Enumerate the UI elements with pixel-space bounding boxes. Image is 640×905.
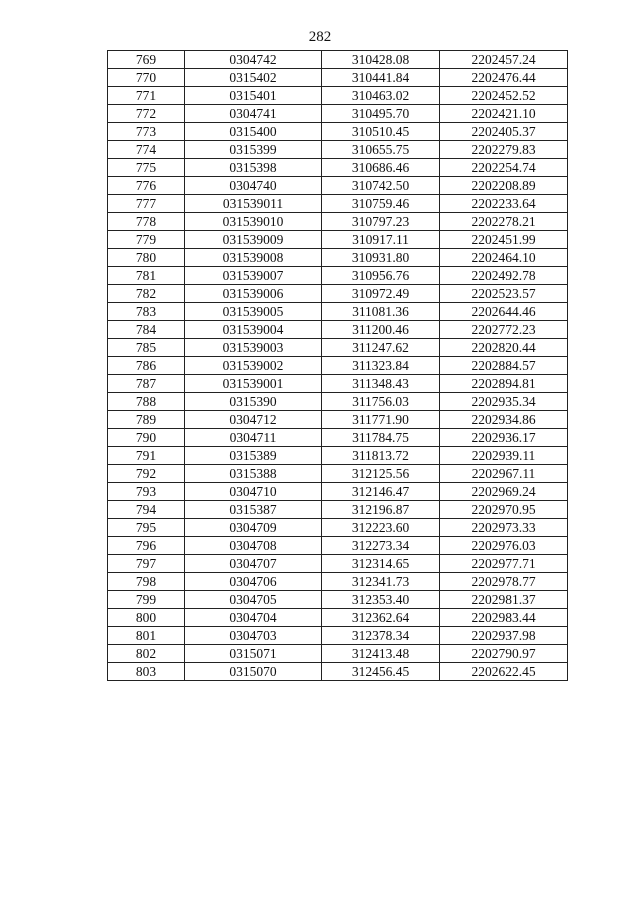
point-id-cell: 031539009 [185, 231, 322, 249]
x-coordinate-cell: 312341.73 [322, 573, 440, 591]
table-row [108, 555, 568, 573]
x-coordinate-cell: 311200.46 [322, 321, 440, 339]
x-coordinate-cell: 311771.90 [322, 411, 440, 429]
point-id-cell: 0304741 [185, 105, 322, 123]
y-coordinate-cell: 2202233.64 [440, 195, 568, 213]
x-coordinate-cell: 310917.11 [322, 231, 440, 249]
point-id-cell: 0315071 [185, 645, 322, 663]
row-number-cell: 778 [108, 213, 185, 231]
table-row [108, 213, 568, 231]
y-coordinate-cell: 2202981.37 [440, 591, 568, 609]
table-row [108, 159, 568, 177]
point-id-cell: 0315387 [185, 501, 322, 519]
y-coordinate-cell: 2202939.11 [440, 447, 568, 465]
table-row [108, 231, 568, 249]
x-coordinate-cell: 311784.75 [322, 429, 440, 447]
row-number-cell: 794 [108, 501, 185, 519]
y-coordinate-cell: 2202476.44 [440, 69, 568, 87]
row-number-cell: 785 [108, 339, 185, 357]
y-coordinate-cell: 2202934.86 [440, 411, 568, 429]
point-id-cell: 0304707 [185, 555, 322, 573]
y-coordinate-cell: 2202820.44 [440, 339, 568, 357]
point-id-cell: 0315398 [185, 159, 322, 177]
x-coordinate-cell: 310428.08 [322, 51, 440, 69]
y-coordinate-cell: 2202421.10 [440, 105, 568, 123]
row-number-cell: 782 [108, 285, 185, 303]
table-row [108, 411, 568, 429]
point-id-cell: 0315402 [185, 69, 322, 87]
y-coordinate-cell: 2202936.17 [440, 429, 568, 447]
point-id-cell: 0315401 [185, 87, 322, 105]
x-coordinate-cell: 312125.56 [322, 465, 440, 483]
table-row [108, 321, 568, 339]
point-id-cell: 0315400 [185, 123, 322, 141]
point-id-cell: 0304710 [185, 483, 322, 501]
table-row [108, 465, 568, 483]
y-coordinate-cell: 2202884.57 [440, 357, 568, 375]
point-id-cell: 031539003 [185, 339, 322, 357]
x-coordinate-cell: 312223.60 [322, 519, 440, 537]
row-number-cell: 780 [108, 249, 185, 267]
y-coordinate-cell: 2202644.46 [440, 303, 568, 321]
row-number-cell: 792 [108, 465, 185, 483]
y-coordinate-cell: 2202894.81 [440, 375, 568, 393]
point-id-cell: 0304709 [185, 519, 322, 537]
x-coordinate-cell: 310759.46 [322, 195, 440, 213]
row-number-cell: 776 [108, 177, 185, 195]
table-row [108, 645, 568, 663]
x-coordinate-cell: 312314.65 [322, 555, 440, 573]
row-number-cell: 793 [108, 483, 185, 501]
point-id-cell: 031539005 [185, 303, 322, 321]
point-id-cell: 0315390 [185, 393, 322, 411]
row-number-cell: 798 [108, 573, 185, 591]
x-coordinate-cell: 312456.45 [322, 663, 440, 681]
point-id-cell: 0304712 [185, 411, 322, 429]
x-coordinate-cell: 310463.02 [322, 87, 440, 105]
y-coordinate-cell: 2202977.71 [440, 555, 568, 573]
y-coordinate-cell: 2202790.97 [440, 645, 568, 663]
y-coordinate-cell: 2202523.57 [440, 285, 568, 303]
row-number-cell: 802 [108, 645, 185, 663]
table-row [108, 87, 568, 105]
x-coordinate-cell: 312273.34 [322, 537, 440, 555]
x-coordinate-cell: 312196.87 [322, 501, 440, 519]
y-coordinate-cell: 2202622.45 [440, 663, 568, 681]
table-row [108, 573, 568, 591]
table-row [108, 663, 568, 681]
y-coordinate-cell: 2202967.11 [440, 465, 568, 483]
x-coordinate-cell: 310742.50 [322, 177, 440, 195]
y-coordinate-cell: 2202983.44 [440, 609, 568, 627]
y-coordinate-cell: 2202451.99 [440, 231, 568, 249]
point-id-cell: 031539001 [185, 375, 322, 393]
point-id-cell: 031539010 [185, 213, 322, 231]
point-id-cell: 0304708 [185, 537, 322, 555]
point-id-cell: 031539008 [185, 249, 322, 267]
y-coordinate-cell: 2202278.21 [440, 213, 568, 231]
table-row [108, 591, 568, 609]
x-coordinate-cell: 311081.36 [322, 303, 440, 321]
table-row [108, 357, 568, 375]
point-id-cell: 031539007 [185, 267, 322, 285]
row-number-cell: 791 [108, 447, 185, 465]
row-number-cell: 788 [108, 393, 185, 411]
point-id-cell: 0304711 [185, 429, 322, 447]
point-id-cell: 0315389 [185, 447, 322, 465]
y-coordinate-cell: 2202254.74 [440, 159, 568, 177]
y-coordinate-cell: 2202492.78 [440, 267, 568, 285]
table-row [108, 123, 568, 141]
row-number-cell: 775 [108, 159, 185, 177]
table-row [108, 537, 568, 555]
point-id-cell: 031539002 [185, 357, 322, 375]
point-id-cell: 0315388 [185, 465, 322, 483]
x-coordinate-cell: 312353.40 [322, 591, 440, 609]
y-coordinate-cell: 2202279.83 [440, 141, 568, 159]
table-row [108, 267, 568, 285]
x-coordinate-cell: 310441.84 [322, 69, 440, 87]
y-coordinate-cell: 2202405.37 [440, 123, 568, 141]
row-number-cell: 796 [108, 537, 185, 555]
row-number-cell: 799 [108, 591, 185, 609]
y-coordinate-cell: 2202464.10 [440, 249, 568, 267]
table-row [108, 195, 568, 213]
row-number-cell: 783 [108, 303, 185, 321]
row-number-cell: 784 [108, 321, 185, 339]
x-coordinate-cell: 311756.03 [322, 393, 440, 411]
y-coordinate-cell: 2202935.34 [440, 393, 568, 411]
table-row [108, 177, 568, 195]
row-number-cell: 771 [108, 87, 185, 105]
y-coordinate-cell: 2202452.52 [440, 87, 568, 105]
row-number-cell: 773 [108, 123, 185, 141]
row-number-cell: 770 [108, 69, 185, 87]
x-coordinate-cell: 312378.34 [322, 627, 440, 645]
table-row [108, 609, 568, 627]
row-number-cell: 800 [108, 609, 185, 627]
point-id-cell: 031539004 [185, 321, 322, 339]
point-id-cell: 0315070 [185, 663, 322, 681]
row-number-cell: 779 [108, 231, 185, 249]
y-coordinate-cell: 2202772.23 [440, 321, 568, 339]
x-coordinate-cell: 310655.75 [322, 141, 440, 159]
x-coordinate-cell: 310931.80 [322, 249, 440, 267]
y-coordinate-cell: 2202457.24 [440, 51, 568, 69]
table-row [108, 375, 568, 393]
row-number-cell: 797 [108, 555, 185, 573]
table-row [108, 447, 568, 465]
y-coordinate-cell: 2202976.03 [440, 537, 568, 555]
point-id-cell: 0304705 [185, 591, 322, 609]
x-coordinate-cell: 310972.49 [322, 285, 440, 303]
table-row [108, 393, 568, 411]
row-number-cell: 786 [108, 357, 185, 375]
point-id-cell: 031539011 [185, 195, 322, 213]
y-coordinate-cell: 2202973.33 [440, 519, 568, 537]
table-row [108, 501, 568, 519]
x-coordinate-cell: 312362.64 [322, 609, 440, 627]
page-number: 282 [308, 29, 332, 45]
x-coordinate-cell: 311323.84 [322, 357, 440, 375]
row-number-cell: 790 [108, 429, 185, 447]
table-row [108, 429, 568, 447]
x-coordinate-cell: 311348.43 [322, 375, 440, 393]
x-coordinate-cell: 312413.48 [322, 645, 440, 663]
x-coordinate-cell: 311813.72 [322, 447, 440, 465]
row-number-cell: 769 [108, 51, 185, 69]
row-number-cell: 781 [108, 267, 185, 285]
y-coordinate-cell: 2202969.24 [440, 483, 568, 501]
point-id-cell: 0304740 [185, 177, 322, 195]
row-number-cell: 801 [108, 627, 185, 645]
x-coordinate-cell: 311247.62 [322, 339, 440, 357]
table-row [108, 519, 568, 537]
row-number-cell: 789 [108, 411, 185, 429]
table-row [108, 69, 568, 87]
row-number-cell: 787 [108, 375, 185, 393]
y-coordinate-cell: 2202970.95 [440, 501, 568, 519]
x-coordinate-cell: 310956.76 [322, 267, 440, 285]
table-row [108, 249, 568, 267]
table-row [108, 105, 568, 123]
point-id-cell: 0304742 [185, 51, 322, 69]
x-coordinate-cell: 310510.45 [322, 123, 440, 141]
table-row [108, 339, 568, 357]
row-number-cell: 795 [108, 519, 185, 537]
y-coordinate-cell: 2202208.89 [440, 177, 568, 195]
x-coordinate-cell: 310797.23 [322, 213, 440, 231]
table-row [108, 285, 568, 303]
row-number-cell: 774 [108, 141, 185, 159]
table-row [108, 303, 568, 321]
point-id-cell: 0304704 [185, 609, 322, 627]
x-coordinate-cell: 312146.47 [322, 483, 440, 501]
y-coordinate-cell: 2202937.98 [440, 627, 568, 645]
table-row [108, 51, 568, 69]
point-id-cell: 031539006 [185, 285, 322, 303]
point-id-cell: 0304706 [185, 573, 322, 591]
row-number-cell: 772 [108, 105, 185, 123]
coordinates-table-body [108, 51, 568, 681]
x-coordinate-cell: 310495.70 [322, 105, 440, 123]
row-number-cell: 803 [108, 663, 185, 681]
table-row [108, 141, 568, 159]
row-number-cell: 777 [108, 195, 185, 213]
x-coordinate-cell: 310686.46 [322, 159, 440, 177]
y-coordinate-cell: 2202978.77 [440, 573, 568, 591]
point-id-cell: 0304703 [185, 627, 322, 645]
table-row [108, 483, 568, 501]
coordinates-table [107, 50, 568, 681]
table-row [108, 627, 568, 645]
point-id-cell: 0315399 [185, 141, 322, 159]
